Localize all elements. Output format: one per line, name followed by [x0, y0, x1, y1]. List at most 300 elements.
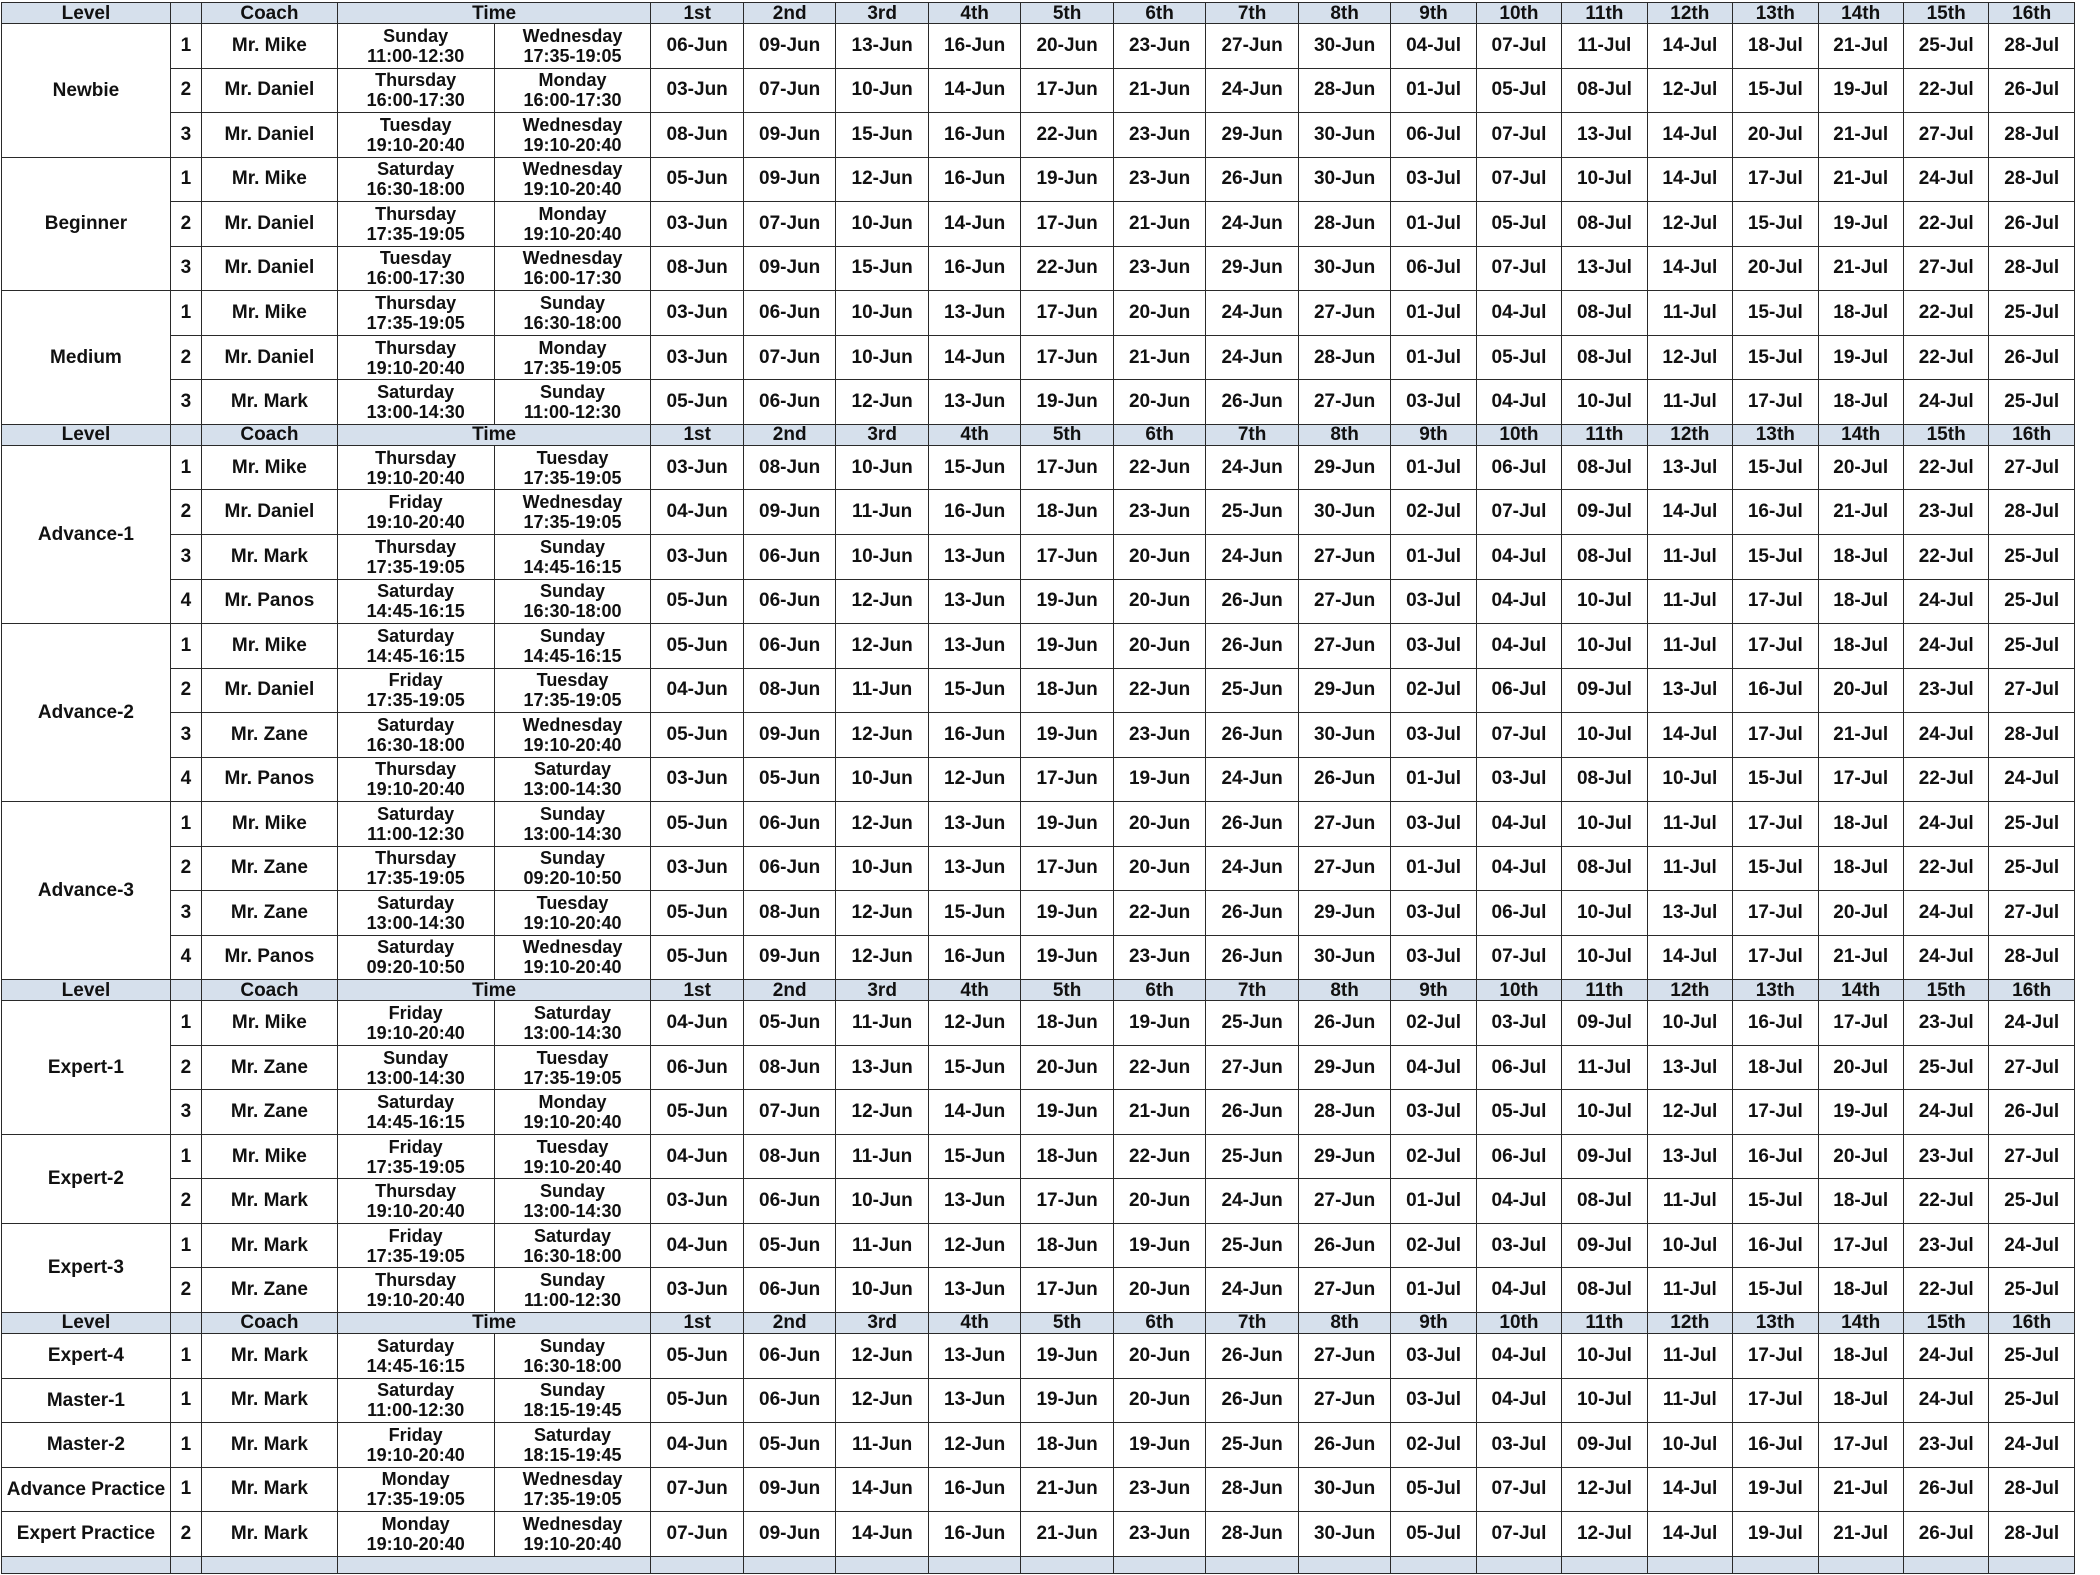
session-date: 13-Jul	[1647, 1045, 1732, 1090]
schedule-row	[2, 202, 2075, 247]
session-date: 04-Jul	[1476, 1268, 1561, 1313]
schedule-row	[2, 802, 2075, 847]
session-date: 04-Jul	[1476, 1378, 1561, 1423]
header-session: 9th	[1391, 980, 1476, 1001]
session-date: 12-Jul	[1647, 335, 1732, 380]
session-date: 27-Jul	[1903, 246, 1988, 291]
day-label: Wednesday	[522, 492, 623, 513]
time-slot-1	[337, 1378, 494, 1423]
day-label: Wednesday	[522, 114, 623, 135]
time-range: 16:00-17:30	[523, 268, 622, 289]
session-date: 08-Jul	[1562, 335, 1647, 380]
session-date: 16-Jun	[928, 1467, 1020, 1512]
session-date: 03-Jul	[1391, 579, 1476, 624]
day-label: Saturday	[377, 937, 455, 958]
day-label: Sunday	[540, 293, 606, 313]
session-date: 03-Jul	[1391, 802, 1476, 847]
session-date: 10-Jun	[836, 335, 928, 380]
session-date: 19-Jun	[1113, 1001, 1205, 1046]
session-date: 03-Jun	[651, 291, 743, 336]
session-date: 05-Jun	[651, 380, 743, 425]
session-date: 03-Jul	[1391, 891, 1476, 936]
header-session: 4th	[928, 1312, 1020, 1333]
class-number: 1	[170, 1423, 201, 1468]
session-date: 01-Jul	[1391, 1179, 1476, 1224]
session-date: 17-Jul	[1733, 579, 1818, 624]
header-session: 8th	[1298, 424, 1390, 445]
session-date: 04-Jun	[651, 490, 743, 535]
session-date: 28-Jul	[1989, 24, 2075, 69]
schedule-row	[2, 335, 2075, 380]
session-date: 25-Jun	[1206, 1001, 1298, 1046]
session-date: 19-Jun	[1021, 1334, 1113, 1379]
session-date: 13-Jun	[928, 846, 1020, 891]
session-date: 18-Jun	[1021, 490, 1113, 535]
session-date: 23-Jul	[1903, 490, 1988, 535]
session-date: 08-Jun	[651, 246, 743, 291]
header-session: 2nd	[743, 980, 835, 1001]
session-date: 09-Jul	[1562, 1223, 1647, 1268]
session-date: 04-Jul	[1476, 291, 1561, 336]
schedule-row	[2, 68, 2075, 113]
session-date: 04-Jun	[651, 1423, 743, 1468]
session-date: 24-Jul	[1989, 1423, 2075, 1468]
session-date: 14-Jul	[1647, 713, 1732, 758]
session-date: 17-Jul	[1818, 1223, 1903, 1268]
time-range: 16:30-18:00	[366, 179, 465, 200]
time-slot-1	[337, 1223, 494, 1268]
session-date: 06-Jul	[1476, 1134, 1561, 1179]
session-date: 16-Jun	[928, 113, 1020, 158]
schedule-row	[2, 713, 2075, 758]
session-date: 20-Jul	[1818, 891, 1903, 936]
class-number: 2	[170, 1045, 201, 1090]
session-date: 11-Jul	[1647, 380, 1732, 425]
session-date: 18-Jul	[1818, 534, 1903, 579]
header-session: 16th	[1989, 3, 2075, 24]
day-label: Sunday	[540, 581, 606, 602]
header-session: 14th	[1818, 3, 1903, 24]
session-date: 06-Jun	[651, 24, 743, 69]
header-session: 9th	[1391, 424, 1476, 445]
session-date: 13-Jul	[1647, 668, 1732, 713]
session-date: 26-Jul	[1989, 335, 2075, 380]
session-date: 08-Jun	[743, 1134, 835, 1179]
session-date: 05-Jul	[1476, 1090, 1561, 1135]
day-label: Wednesday	[522, 25, 623, 46]
session-date: 14-Jun	[836, 1512, 928, 1557]
day-label: Thursday	[375, 203, 457, 224]
session-date: 12-Jun	[836, 935, 928, 980]
header-session: 9th	[1391, 3, 1476, 24]
header-session: 10th	[1476, 1312, 1561, 1333]
blank-row	[2, 1556, 2075, 1573]
session-date: 04-Jul	[1476, 802, 1561, 847]
session-date: 27-Jul	[1989, 445, 2075, 490]
session-date: 24-Jun	[1206, 445, 1298, 490]
header-session: 11th	[1562, 1312, 1647, 1333]
session-date: 03-Jun	[651, 445, 743, 490]
time-range: 14:45-16:15	[366, 601, 465, 622]
session-date: 22-Jun	[1113, 1045, 1205, 1090]
time-slot-1	[337, 534, 494, 579]
day-label: Saturday	[377, 159, 455, 180]
session-date: 12-Jun	[928, 757, 1020, 802]
session-date: 16-Jul	[1733, 1223, 1818, 1268]
time-slot-1	[337, 1423, 494, 1468]
session-date: 12-Jul	[1562, 1467, 1647, 1512]
session-date: 15-Jul	[1733, 291, 1818, 336]
time-slot-1	[337, 1179, 494, 1224]
session-date: 01-Jul	[1391, 68, 1476, 113]
header-session: 1st	[651, 3, 743, 24]
schedule-row	[2, 113, 2075, 158]
blank-cell	[1391, 1556, 1476, 1573]
schedule-row	[2, 1378, 2075, 1423]
time-slot-1	[337, 246, 494, 291]
session-date: 10-Jun	[836, 68, 928, 113]
time-slot-1	[337, 1467, 494, 1512]
time-slot-2	[494, 1045, 651, 1090]
header-session: 6th	[1113, 3, 1205, 24]
class-number: 2	[170, 846, 201, 891]
coach-name: Mr. Mike	[202, 802, 338, 847]
coach-name: Mr. Mark	[202, 1378, 338, 1423]
session-date: 25-Jun	[1206, 1134, 1298, 1179]
header-coach: Coach	[202, 3, 338, 24]
session-date: 29-Jun	[1298, 1134, 1390, 1179]
session-date: 10-Jun	[836, 1268, 928, 1313]
session-date: 08-Jun	[743, 445, 835, 490]
session-date: 06-Jul	[1476, 445, 1561, 490]
session-date: 08-Jul	[1562, 534, 1647, 579]
coach-name: Mr. Mark	[202, 1467, 338, 1512]
session-date: 21-Jul	[1818, 24, 1903, 69]
header-session: 3rd	[836, 980, 928, 1001]
time-range: 16:30-18:00	[523, 601, 622, 622]
day-label: Thursday	[375, 293, 457, 313]
schedule-row	[2, 1334, 2075, 1379]
session-date: 27-Jun	[1298, 579, 1390, 624]
session-date: 16-Jun	[928, 935, 1020, 980]
header-session: 5th	[1021, 1312, 1113, 1333]
header-session: 16th	[1989, 424, 2075, 445]
session-date: 15-Jun	[928, 891, 1020, 936]
session-date: 05-Jun	[743, 757, 835, 802]
day-label: Tuesday	[536, 670, 609, 691]
session-date: 07-Jul	[1476, 113, 1561, 158]
session-date: 28-Jun	[1298, 1090, 1390, 1135]
time-range: 19:10-20:40	[366, 1290, 465, 1311]
schedule-row	[2, 579, 2075, 624]
day-label: Wednesday	[522, 1469, 623, 1490]
header-session: 5th	[1021, 3, 1113, 24]
session-date: 03-Jun	[651, 1179, 743, 1224]
time-range: 16:00-17:30	[366, 268, 465, 289]
session-date: 10-Jul	[1562, 802, 1647, 847]
session-date: 21-Jul	[1818, 1512, 1903, 1557]
day-label: Saturday	[534, 759, 612, 780]
class-number: 1	[170, 1334, 201, 1379]
day-label: Thursday	[375, 536, 457, 557]
time-range: 19:10-20:40	[523, 179, 622, 200]
session-date: 19-Jun	[1021, 380, 1113, 425]
session-date: 21-Jul	[1818, 490, 1903, 535]
day-label: Monday	[538, 337, 607, 358]
session-date: 21-Jul	[1818, 1467, 1903, 1512]
time-range: 16:00-17:30	[366, 90, 465, 111]
session-date: 24-Jun	[1206, 335, 1298, 380]
session-date: 15-Jul	[1733, 534, 1818, 579]
day-label: Friday	[388, 1225, 443, 1246]
session-date: 05-Jun	[651, 157, 743, 202]
time-range: 14:45-16:15	[366, 645, 465, 666]
session-date: 15-Jun	[836, 246, 928, 291]
header-session: 11th	[1562, 980, 1647, 1001]
session-date: 05-Jul	[1391, 1467, 1476, 1512]
session-date: 16-Jul	[1733, 490, 1818, 535]
time-slot-2	[494, 757, 651, 802]
session-date: 24-Jul	[1903, 1378, 1988, 1423]
session-date: 16-Jul	[1733, 1423, 1818, 1468]
session-date: 04-Jul	[1391, 1045, 1476, 1090]
header-coach: Coach	[202, 980, 338, 1001]
session-date: 07-Jul	[1476, 24, 1561, 69]
day-label: Thursday	[375, 848, 457, 869]
header-session: 1st	[651, 424, 743, 445]
day-label: Saturday	[377, 1335, 455, 1356]
session-date: 03-Jul	[1391, 935, 1476, 980]
session-date: 03-Jul	[1391, 624, 1476, 669]
session-date: 28-Jun	[1206, 1467, 1298, 1512]
schedule-row	[2, 1268, 2075, 1313]
day-label: Tuesday	[536, 892, 609, 913]
time-slot-1	[337, 1001, 494, 1046]
time-range: 19:10-20:40	[523, 1156, 622, 1177]
session-date: 12-Jun	[836, 713, 928, 758]
schedule-row	[2, 24, 2075, 69]
session-date: 25-Jul	[1989, 624, 2075, 669]
session-date: 14-Jul	[1647, 490, 1732, 535]
session-date: 28-Jul	[1989, 935, 2075, 980]
day-label: Friday	[388, 492, 443, 513]
header-row	[2, 980, 2075, 1001]
session-date: 20-Jun	[1021, 1045, 1113, 1090]
session-date: 17-Jun	[1021, 335, 1113, 380]
class-number: 1	[170, 445, 201, 490]
session-date: 26-Jun	[1206, 935, 1298, 980]
day-label: Sunday	[540, 803, 606, 824]
time-range: 17:35-19:05	[366, 223, 465, 244]
day-label: Monday	[381, 1469, 450, 1490]
session-date: 09-Jul	[1562, 1423, 1647, 1468]
class-number: 1	[170, 1134, 201, 1179]
level-cell: Beginner	[2, 157, 171, 291]
session-date: 06-Jun	[743, 534, 835, 579]
day-label: Wednesday	[522, 248, 623, 269]
session-date: 21-Jun	[1113, 1090, 1205, 1135]
blank-cell	[1206, 1556, 1298, 1573]
header-number	[170, 424, 201, 445]
session-date: 09-Jun	[743, 713, 835, 758]
session-date: 06-Jul	[1391, 113, 1476, 158]
session-date: 12-Jul	[1647, 68, 1732, 113]
session-date: 23-Jul	[1903, 1001, 1988, 1046]
coach-name: Mr. Mark	[202, 1423, 338, 1468]
session-date: 25-Jul	[1989, 291, 2075, 336]
time-range: 16:30-18:00	[523, 1355, 622, 1376]
class-number: 3	[170, 891, 201, 936]
class-number: 2	[170, 1179, 201, 1224]
session-date: 10-Jul	[1562, 713, 1647, 758]
coach-name: Mr. Daniel	[202, 246, 338, 291]
time-slot-2	[494, 891, 651, 936]
session-date: 24-Jul	[1903, 1334, 1988, 1379]
session-date: 10-Jul	[1647, 1423, 1732, 1468]
session-date: 18-Jun	[1021, 1001, 1113, 1046]
class-number: 2	[170, 335, 201, 380]
time-range: 19:10-20:40	[366, 1023, 465, 1044]
session-date: 28-Jun	[1298, 335, 1390, 380]
day-label: Wednesday	[522, 159, 623, 180]
time-range: 16:30-18:00	[523, 1245, 622, 1266]
schedule-row	[2, 1423, 2075, 1468]
session-date: 04-Jul	[1476, 380, 1561, 425]
schedule-row	[2, 1134, 2075, 1179]
schedule-table	[1, 2, 2075, 1574]
session-date: 19-Jul	[1818, 68, 1903, 113]
session-date: 08-Jun	[743, 891, 835, 936]
session-date: 12-Jul	[1647, 1090, 1732, 1135]
time-slot-1	[337, 1512, 494, 1557]
coach-name: Mr. Daniel	[202, 668, 338, 713]
session-date: 09-Jun	[743, 157, 835, 202]
session-date: 28-Jul	[1989, 1512, 2075, 1557]
day-label: Sunday	[540, 382, 606, 403]
header-time: Time	[337, 1312, 651, 1333]
session-date: 17-Jul	[1733, 1090, 1818, 1135]
session-date: 17-Jul	[1733, 935, 1818, 980]
session-date: 06-Jun	[743, 624, 835, 669]
schedule-row	[2, 157, 2075, 202]
blank-cell	[337, 1556, 651, 1573]
session-date: 17-Jun	[1021, 846, 1113, 891]
schedule-row	[2, 1179, 2075, 1224]
time-slot-2	[494, 802, 651, 847]
session-date: 20-Jun	[1113, 624, 1205, 669]
session-date: 03-Jun	[651, 335, 743, 380]
session-date: 03-Jul	[1476, 757, 1561, 802]
class-number: 4	[170, 935, 201, 980]
session-date: 27-Jun	[1298, 624, 1390, 669]
header-level: Level	[2, 1312, 171, 1333]
time-slot-2	[494, 202, 651, 247]
session-date: 18-Jul	[1818, 291, 1903, 336]
day-label: Sunday	[540, 625, 606, 646]
session-date: 17-Jun	[1021, 291, 1113, 336]
day-label: Wednesday	[522, 937, 623, 958]
session-date: 01-Jul	[1391, 1268, 1476, 1313]
session-date: 21-Jul	[1818, 713, 1903, 758]
session-date: 12-Jun	[836, 1378, 928, 1423]
session-date: 06-Jun	[743, 579, 835, 624]
day-label: Friday	[388, 670, 443, 691]
header-session: 2nd	[743, 424, 835, 445]
coach-name: Mr. Zane	[202, 1268, 338, 1313]
time-range: 19:10-20:40	[523, 912, 622, 933]
time-slot-1	[337, 68, 494, 113]
session-date: 30-Jun	[1298, 1467, 1390, 1512]
session-date: 28-Jun	[1298, 202, 1390, 247]
level-cell: Master-1	[2, 1378, 171, 1423]
time-slot-2	[494, 534, 651, 579]
blank-cell	[1733, 1556, 1818, 1573]
time-range: 18:15-19:45	[523, 1444, 622, 1465]
session-date: 12-Jun	[928, 1423, 1020, 1468]
time-range: 13:00-14:30	[523, 1023, 622, 1044]
session-date: 26-Jun	[1298, 1223, 1390, 1268]
day-label: Thursday	[375, 1270, 457, 1291]
session-date: 10-Jul	[1562, 1334, 1647, 1379]
session-date: 13-Jun	[928, 380, 1020, 425]
session-date: 15-Jul	[1733, 68, 1818, 113]
session-date: 06-Jun	[743, 1179, 835, 1224]
blank-cell	[1818, 1556, 1903, 1573]
session-date: 09-Jul	[1562, 668, 1647, 713]
time-slot-2	[494, 68, 651, 113]
class-number: 1	[170, 1001, 201, 1046]
time-slot-1	[337, 490, 494, 535]
header-session: 14th	[1818, 980, 1903, 1001]
time-slot-1	[337, 202, 494, 247]
session-date: 06-Jul	[1391, 246, 1476, 291]
session-date: 05-Jun	[651, 1334, 743, 1379]
time-slot-1	[337, 891, 494, 936]
header-session: 14th	[1818, 1312, 1903, 1333]
session-date: 03-Jul	[1391, 713, 1476, 758]
class-number: 2	[170, 202, 201, 247]
session-date: 24-Jun	[1206, 202, 1298, 247]
session-date: 26-Jul	[1989, 202, 2075, 247]
header-number	[170, 1312, 201, 1333]
session-date: 11-Jul	[1647, 1378, 1732, 1423]
session-date: 17-Jul	[1818, 1001, 1903, 1046]
session-date: 17-Jun	[1021, 534, 1113, 579]
session-date: 21-Jun	[1021, 1512, 1113, 1557]
session-date: 01-Jul	[1391, 757, 1476, 802]
level-cell: Newbie	[2, 24, 171, 158]
session-date: 20-Jun	[1113, 534, 1205, 579]
session-date: 12-Jun	[928, 1001, 1020, 1046]
time-slot-2	[494, 157, 651, 202]
time-range: 17:35-19:05	[366, 690, 465, 711]
time-range: 19:10-20:40	[366, 357, 465, 378]
session-date: 24-Jun	[1206, 757, 1298, 802]
session-date: 27-Jun	[1206, 1045, 1298, 1090]
header-session: 3rd	[836, 3, 928, 24]
level-cell: Expert-3	[2, 1223, 171, 1312]
session-date: 19-Jun	[1021, 1090, 1113, 1135]
time-slot-1	[337, 668, 494, 713]
session-date: 03-Jun	[651, 757, 743, 802]
header-session: 15th	[1903, 424, 1988, 445]
time-slot-2	[494, 846, 651, 891]
session-date: 19-Jun	[1021, 802, 1113, 847]
session-date: 06-Jun	[743, 802, 835, 847]
session-date: 12-Jul	[1647, 202, 1732, 247]
session-date: 21-Jul	[1818, 935, 1903, 980]
day-label: Saturday	[377, 714, 455, 735]
